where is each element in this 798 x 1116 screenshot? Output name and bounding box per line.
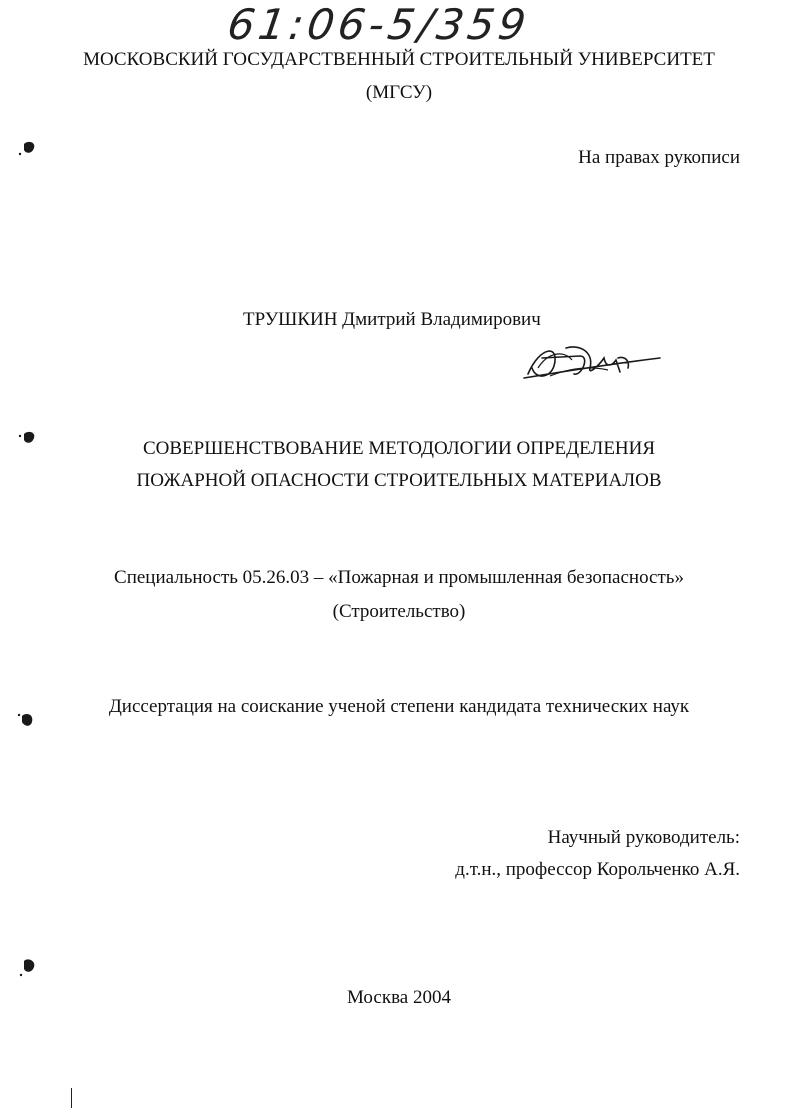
scan-mark-3 (16, 710, 40, 732)
scan-mark-4 (16, 955, 40, 981)
dissertation-title-line-1: СОВЕРШЕНСТВОВАНИЕ МЕТОДОЛОГИИ ОПРЕДЕЛЕНИЯ (142, 438, 656, 459)
scan-mark-1 (16, 140, 40, 160)
specialty-line-1: Специальность 05.26.03 – «Пожарная и промышленная безопасность» (114, 567, 684, 588)
university-abbreviation: (МГСУ) (365, 82, 433, 103)
specialty-line-2: (Строительство) (332, 601, 466, 622)
author-name: ТРУШКИН Дмитрий Владимирович (243, 309, 541, 330)
degree-statement: Диссертация на соискание ученой степени кандидата технических наук (108, 696, 690, 717)
archive-stamp: 61:06-5/359 (224, 0, 533, 49)
author-signature (520, 338, 670, 388)
supervisor-label: Научный руководитель: (547, 827, 740, 848)
city-year: Москва 2004 (347, 987, 451, 1008)
university-name: МОСКОВСКИЙ ГОСУДАРСТВЕННЫЙ СТРОИТЕЛЬНЫЙ УНИВЕРСИТЕТ (83, 49, 715, 70)
scan-mark-5 (71, 1088, 72, 1108)
dissertation-title-line-2: ПОЖАРНОЙ ОПАСНОСТИ СТРОИТЕЛЬНЫХ МАТЕРИАЛОВ (136, 470, 662, 491)
supervisor-name: д.т.н., профессор Корольченко А.Я. (455, 859, 740, 880)
manuscript-rights: На правах рукописи (578, 147, 740, 168)
scan-mark-2 (16, 430, 40, 450)
